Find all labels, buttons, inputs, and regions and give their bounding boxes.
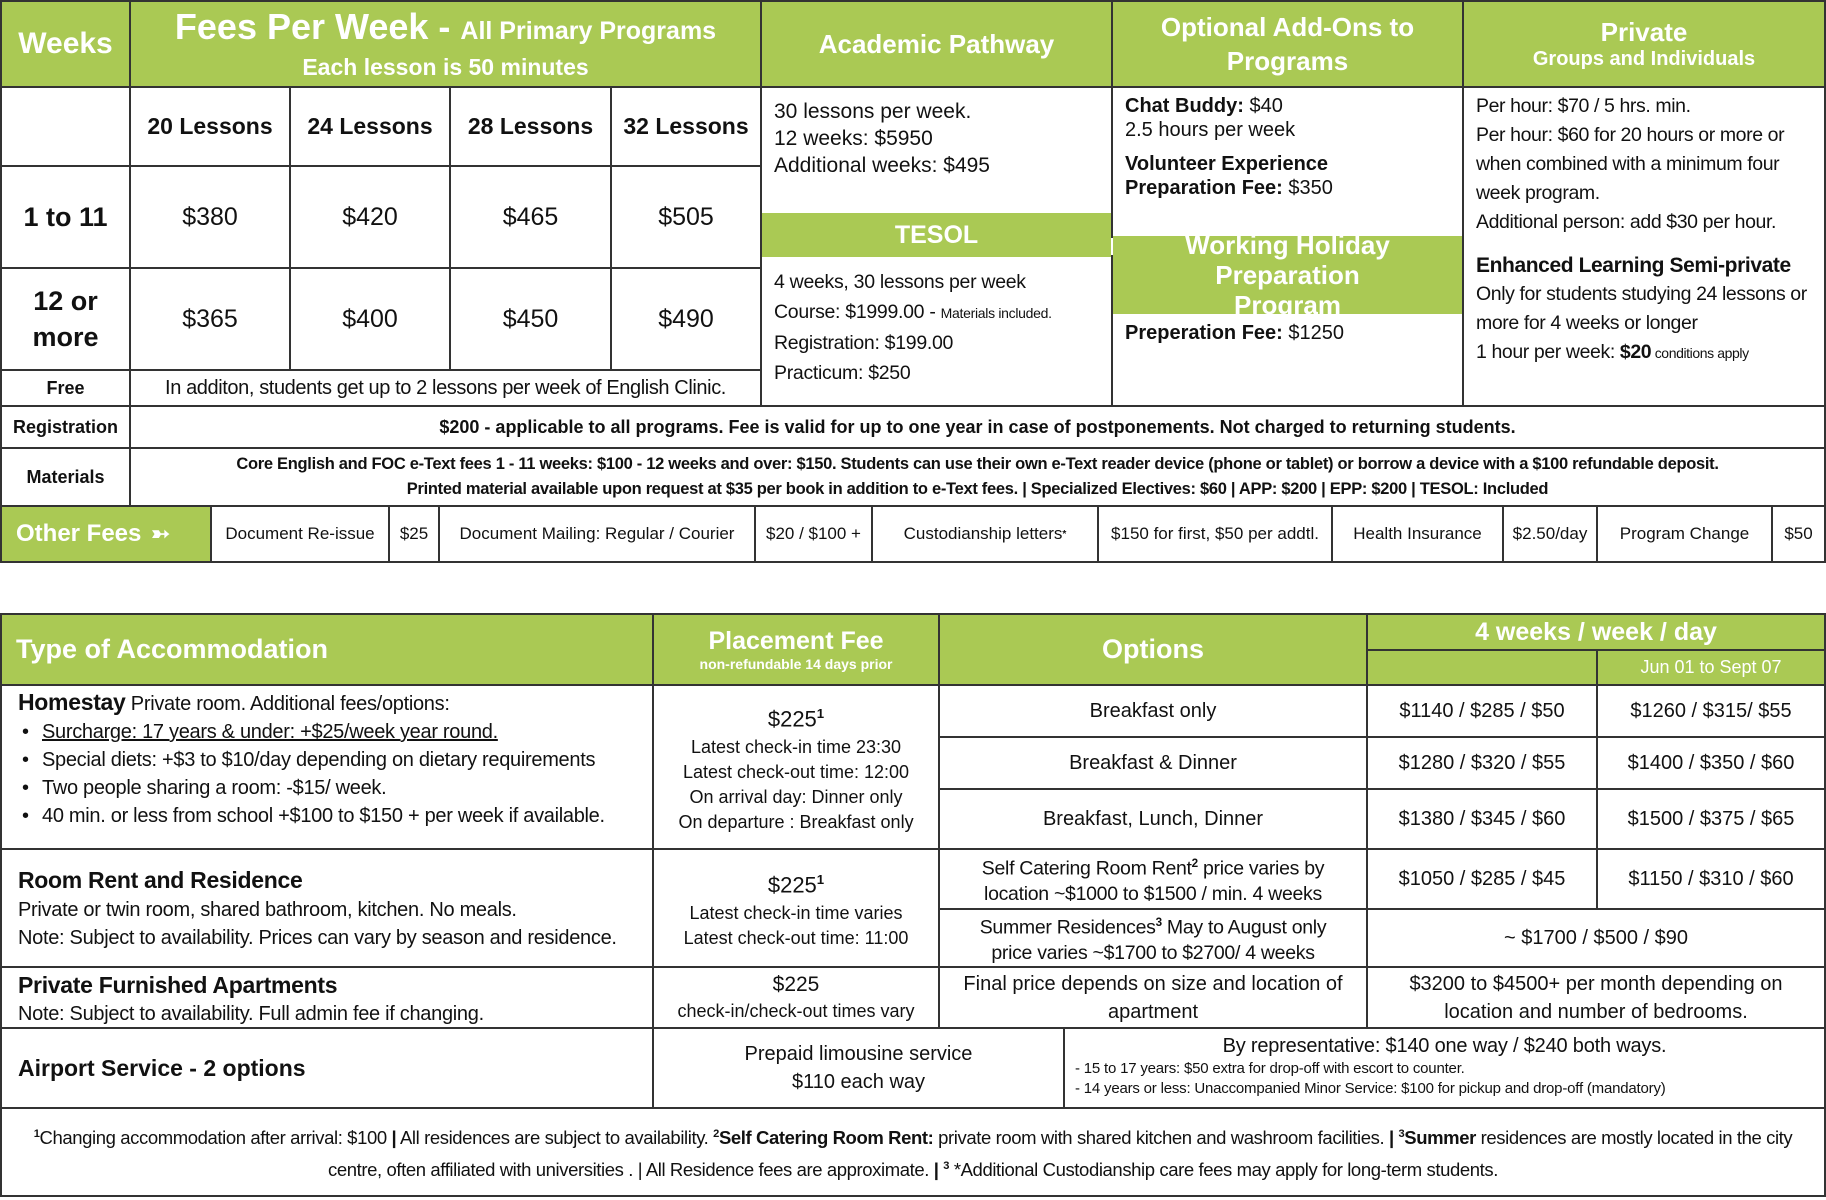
apartments-option-text: Final price depends on size and location of apartment [963,972,1343,1023]
lesson-header-text: 32 Lessons [623,113,749,139]
private-line: Additional person: add $30 per hour. [1476,211,1776,233]
room-rent-title: Room Rent and Residence [18,867,303,893]
private-body [1462,86,1826,407]
homestay-option-row [938,788,1368,850]
other-fee-name [871,505,1099,563]
empty-corner-cell [0,86,131,167]
homestay-option: • 40 min. or less from school +$100 to $150 + per week if available. [18,802,636,830]
footnote-text: *Additional Custodianship care fees may apply for long-term students. [949,1159,1498,1181]
fees-note: Each lesson is 50 minutes [302,53,589,80]
price-cell [449,267,612,371]
summer-rate [1596,848,1826,910]
private-line: Per hour: $60 for 20 hours or more or when combined with a minimum four week program. [1476,124,1785,204]
airport-representative [1063,1027,1826,1109]
footnote-text: private room with shared kitchen and washroom facilities. [933,1127,1389,1148]
option-name: Breakfast, Lunch, Dinner [1042,807,1264,830]
summer-rate [1596,736,1826,790]
row-label-text: 1 to 11 [23,201,108,232]
airport-title-text: Airport Service - 2 options [18,1054,306,1081]
fees-subtitle: All Primary Programs [460,16,717,45]
footnote-ref: 3 [1155,915,1162,929]
other-fee-price [1771,505,1826,563]
academic-pathway-body [760,86,1113,214]
rate-text: $1280 / $320 / $55 [1398,751,1566,774]
limo-line: $110 each way [791,1071,926,1093]
working-holiday-body [1111,312,1464,407]
materials-line: Printed material available upon request at $35 per book in addition to e-Text fees. | Specialized Electives: $60 | APP: $200 | EPP: $200 | TESOL: Included [406,480,1549,498]
placement-line: Latest check-in time 23:30 [690,736,902,757]
summer-residences-detail: May to August only price varies ~$1700 to $2700/ 4 weeks [991,916,1327,965]
room-rent-fee [768,865,824,900]
other-fee-price-text: $25 [399,524,429,543]
regular-season-header [1366,649,1598,686]
tesol-header-text: TESOL [894,220,979,249]
rate-text: $1400 / $350 / $60 [1627,751,1795,774]
lesson-header-text: 20 Lessons [147,113,273,139]
other-fee-price-text: $150 for first, $50 per addtl. [1111,524,1319,543]
other-fee-name-text: Document Mailing: Regular / Courier [459,524,735,543]
footnote-ref: 2 [1191,856,1198,870]
private-subheader-text: Groups and Individuals [1532,48,1756,70]
tesol-body [760,255,1113,407]
volunteer-price: $350 [1282,177,1333,199]
placement-header-text: Placement Fee [708,627,884,655]
other-fee-name-text: Program Change [1619,524,1750,543]
free-text: In additon, students get up to 2 lessons per week of English Clinic. [165,376,726,399]
regular-rate [1366,684,1598,738]
price-text: $450 [502,304,559,333]
lesson-header-20 [129,86,291,167]
lesson-header-24 [289,86,451,167]
price-cell [289,267,451,371]
rate-text: $1260 / $315/ $55 [1630,699,1792,722]
chat-buddy-label: Chat Buddy: [1125,95,1244,117]
self-catering-detail: price varies by location ~$1000 to $1500 / min. 4 weeks [984,857,1325,906]
footnote-ref: 1 [816,706,825,722]
rep-line: By representative: $140 one way / $240 both ways. [1222,1035,1667,1057]
other-fee-name-text: Document Re-issue [225,524,375,543]
row-label-1-to-11 [0,165,131,269]
apartments-placement-fee [652,966,940,1029]
other-fee-price [1502,505,1598,563]
footnote-ref: 3 [1398,1127,1405,1140]
lesson-header-28 [449,86,612,167]
homestay-description [0,684,654,850]
option-name: Breakfast & Dinner [1069,751,1237,774]
working-holiday-header [1113,230,1462,320]
enhanced-learning-price [1476,338,1812,368]
room-rent-placement-fee [652,848,940,968]
airport-limousine [652,1027,1065,1109]
self-catering-title: Self Catering Room Rent [981,857,1192,880]
enhanced-price-prefix: 1 hour per week: [1476,341,1620,363]
apartments-title: Private Furnished Apartments [18,972,338,998]
chat-buddy-price: $40 [1243,95,1283,117]
volunteer-label: Volunteer Experience Preparation Fee: [1125,153,1329,199]
options-header [938,613,1368,686]
tesol-line: Registration: $199.00 [774,332,954,354]
self-catering-text [960,851,1346,908]
other-fees-label-text: Other Fees [16,520,142,547]
rate-text: $1500 / $375 / $65 [1627,807,1795,830]
tesol-line: Practicum: $250 [774,362,911,384]
private-header-text: Private [1600,17,1688,47]
working-holiday-header-text: Working Holiday Preparation Program [1185,230,1390,320]
other-fee-price [388,505,440,563]
homestay-option-row [938,684,1368,738]
price-cell [449,165,612,269]
other-fee-name-text: Custodianship letters [903,524,1063,543]
lesson-header-text: 28 Lessons [467,113,594,139]
fees-per-week-header [129,0,762,88]
lesson-header-text: 24 Lessons [307,113,433,139]
working-holiday-fee [1125,322,1450,345]
price-cell [129,267,291,371]
homestay-placement-fee [652,684,940,850]
placement-line: On arrival day: Dinner only [689,786,903,807]
rate-text: ~ $1700 / $500 / $90 [1503,926,1689,949]
summer-residences-rate [1366,908,1826,968]
private-line: Per hour: $70 / 5 hrs. min. [1476,95,1691,117]
other-fee-name [1331,505,1504,563]
other-fee-price-text: $2.50/day [1512,524,1588,543]
summer-residences-option [938,908,1368,968]
price-cell [610,267,762,371]
rates-header [1366,613,1826,651]
enhanced-price: $20 [1619,341,1652,363]
option-name: Breakfast only [1089,699,1217,722]
room-rent-line: Note: Subject to availability. Prices can vary by season and residence. [18,927,617,949]
other-fee-price-text: $50 [1784,524,1813,543]
footnote-ref: 1 [33,1127,40,1140]
placement-fee-header [652,613,940,686]
summer-rate [1596,684,1826,738]
arrow-right-circle-icon: ➳ [151,521,170,546]
fee-text: $225 [772,972,820,996]
lesson-header-32 [610,86,762,167]
enhanced-note: conditions apply [1651,345,1749,361]
other-fee-price-text: $20 / $100 + [765,524,861,543]
other-fee-name-text: Health Insurance [1353,524,1482,543]
addons-header [1111,0,1464,88]
weeks-header-text: Weeks [18,27,113,60]
registration-label-text: Registration [12,416,118,437]
rep-note: - 15 to 17 years: $50 extra for drop-off with escort to counter. [1075,1060,1465,1077]
tesol-header [762,213,1111,257]
materials-text-cell [129,447,1826,507]
price-text: $420 [342,202,398,231]
placement-header-note: non-refundable 14 days prior [699,656,893,672]
other-fee-price [754,505,873,563]
season-header-text: Jun 01 to Sept 07 [1640,657,1782,677]
placement-line: Latest check-out time: 12:00 [682,761,910,782]
other-fee-name [1596,505,1773,563]
enhanced-learning-title: Enhanced Learning Semi-private [1476,254,1791,277]
other-fee-name [210,505,390,563]
tesol-course [774,297,1099,328]
footnote-text: residences are mostly located in the city centre, often affiliated with universities . | All Residence fees are approximate. [328,1127,1793,1181]
homestay-fee [768,699,824,734]
homestay-subtitle: Private room. Additional fees/options: [125,693,450,715]
placement-line: On departure : Breakfast only [678,811,914,832]
other-fee-name [438,505,756,563]
options-header-text: Options [1102,634,1204,664]
rep-note: - 14 years or less: Unaccompanied Minor Service: $100 for pickup and drop-off (mandatory) [1075,1080,1666,1097]
footnote-ref: 3 [943,1160,950,1172]
separator: | [1388,1127,1394,1148]
placement-line: check-in/check-out times vary [677,1000,915,1021]
academic-line: 30 lessons per week. [774,100,972,123]
footnotes-text [22,1120,1804,1184]
free-label [0,369,131,407]
type-of-accommodation-header [0,613,654,686]
volunteer-experience [1125,152,1365,200]
price-text: $465 [502,202,559,231]
addons-body [1111,86,1464,238]
registration-label [0,405,131,449]
fee-text: $225 [767,706,817,732]
summer-residences-title: Summer Residences [979,916,1156,939]
placement-line: Latest check-in time varies [689,902,903,923]
homestay-option-row [938,736,1368,790]
homestay-option: • Surcharge: 17 years & under: +$25/week year round. [18,718,636,746]
tesol-course-note: Materials included. [940,305,1052,321]
tesol-course-text: Course: $1999.00 - [774,301,941,323]
registration-text-cell [129,405,1826,449]
materials-line: Core English and FOC e-Text fees 1 - 11 weeks: $100 - 12 weeks and over: $150. Students can use their own e-Text reader device (phone or tablet) or borrow a device with a $100 refundable deposit. [236,455,1719,473]
homestay-title: Homestay [18,689,126,715]
footnote-bold: Self Catering Room Rent: [718,1127,934,1148]
academic-pathway-header [760,0,1113,88]
price-text: $505 [658,202,714,231]
other-fee-price [1097,505,1333,563]
private-header [1462,0,1826,88]
summer-rate [1596,788,1826,850]
apartments-option [938,966,1368,1029]
price-cell [289,165,451,269]
summer-residences-text [960,910,1346,967]
separator: | [933,1159,939,1181]
working-holiday-fee-label: Preperation Fee: [1125,322,1283,344]
price-cell [610,165,762,269]
enhanced-learning-text: Only for students studying 24 lessons or more for 4 weeks or longer [1476,283,1807,334]
materials-label-text: Materials [26,466,105,487]
limo-line: Prepaid limousine service [744,1043,973,1065]
room-rent-line: Private or twin room, shared bathroom, kitchen. No meals. [18,899,517,921]
free-text-cell [129,369,762,407]
footnote-ref: 2 [713,1127,719,1140]
summer-season-header [1596,649,1826,686]
separator: | [391,1127,397,1148]
chat-buddy-hours: 2.5 hours per week [1125,119,1296,141]
materials-label [0,447,131,507]
type-header-text: Type of Accommodation [16,634,329,664]
footnote-text: All residences are subject to availability. [396,1127,714,1148]
regular-rate [1366,848,1598,910]
footnote-ref: 1 [816,872,825,888]
airport-service-title [0,1027,654,1109]
row-label-12-or-more [0,267,131,371]
rate-text: $1050 / $285 / $45 [1398,867,1566,890]
row-label-text: 12 or more [32,286,99,352]
academic-header-text: Academic Pathway [818,28,1055,59]
tesol-line: 4 weeks, 30 lessons per week [774,271,1026,293]
room-rent-description [0,848,654,968]
price-text: $490 [658,304,714,333]
weeks-header [0,0,131,88]
price-text: $400 [342,304,398,333]
apartments-rate [1366,966,1826,1029]
free-label-text: Free [46,377,85,398]
rate-text: $1150 / $310 / $60 [1628,867,1794,890]
placement-line: Latest check-out time: 11:00 [683,927,909,948]
addons-header-text: Optional Add-Ons to Programs [1160,12,1415,76]
chat-buddy [1125,94,1450,118]
price-cell [129,165,291,269]
homestay-option: • Special diets: +$3 to $10/day depending on dietary requirements [18,746,636,774]
homestay-options-list [18,718,636,830]
footnotes [0,1107,1826,1197]
footnote-bold: Summer [1404,1127,1476,1148]
apartments-note: Note: Subject to availability. Full admin fee if changing. [18,1003,484,1025]
regular-rate [1366,788,1598,850]
asterisk-sup: * [1062,528,1067,540]
rate-text: $3200 to $4500+ per month depending on location and number of bedrooms. [1409,972,1783,1023]
academic-line: 12 weeks: $5950 [774,127,933,150]
fees-title: Fees Per Week - [174,5,461,47]
apartments-description [0,966,654,1029]
academic-line: Additional weeks: $495 [774,154,990,177]
footnote-text: Changing accommodation after arrival: $100 [39,1127,392,1148]
rate-text: $1140 / $285 / $50 [1399,699,1565,722]
rate-text: $1380 / $345 / $60 [1398,807,1566,830]
registration-text: $200 - applicable to all programs. Fee is valid for up to one year in case of postponements. Not charged to returning students. [439,416,1516,437]
price-text: $365 [182,304,238,333]
regular-rate [1366,736,1598,790]
self-catering-option [938,848,1368,910]
price-text: $380 [182,202,238,231]
working-holiday-fee-price: $1250 [1282,322,1344,344]
homestay-option: • Two people sharing a room: -$15/ week. [18,774,636,802]
fee-text: $225 [767,872,817,898]
rates-header-text: 4 weeks / week / day [1475,617,1717,646]
homestay-title-line [18,688,636,718]
other-fees-label [0,505,212,563]
